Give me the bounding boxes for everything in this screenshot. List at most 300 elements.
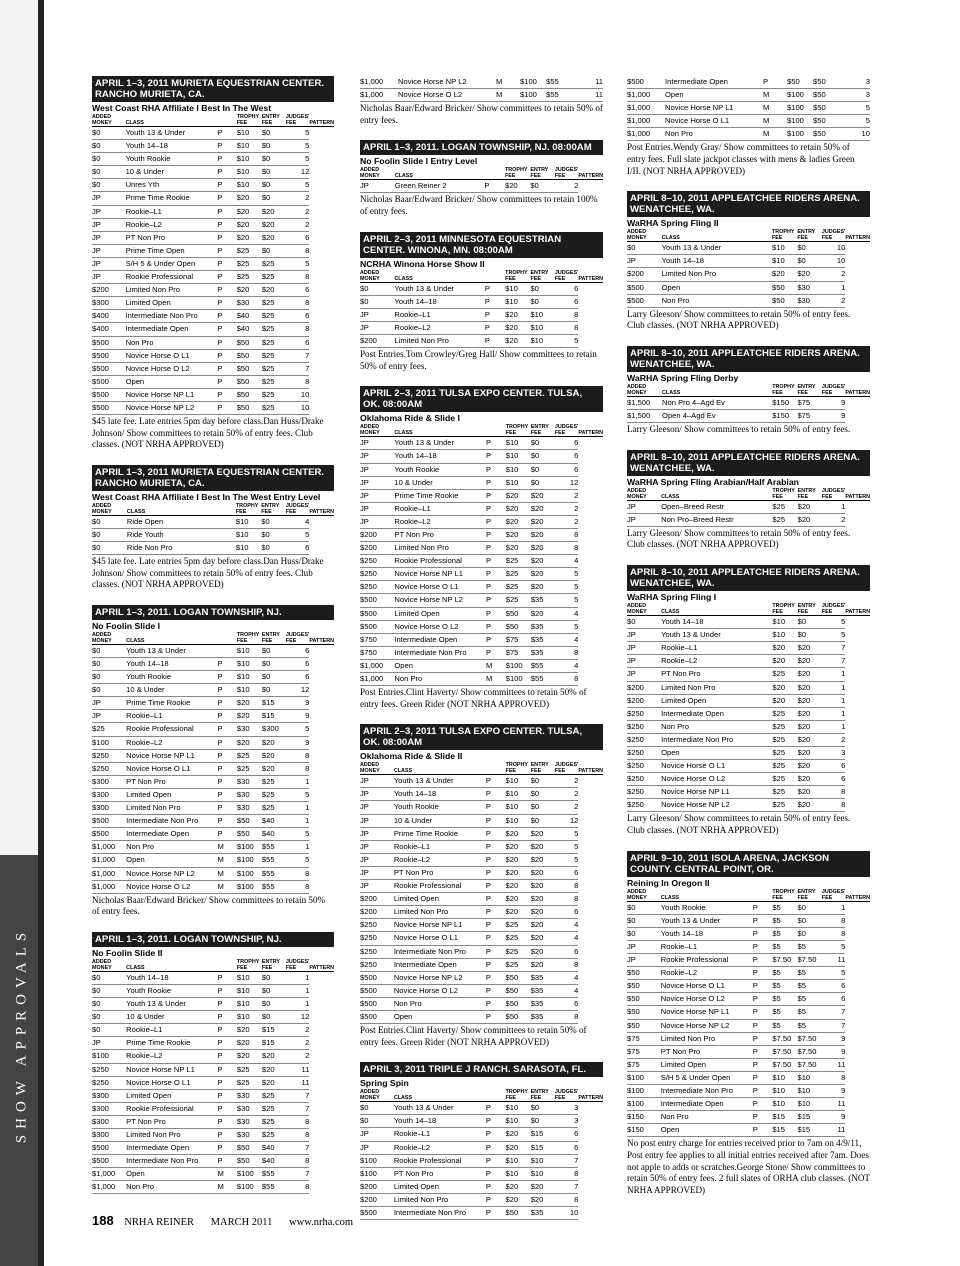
entry-fee: $20 (237, 697, 262, 710)
added-money: JP (627, 668, 661, 681)
pattern-type: P (486, 866, 506, 879)
class-name-cell: Intermediate Open (126, 828, 217, 841)
pattern-type: P (486, 984, 506, 997)
entry-fee: $25 (506, 945, 531, 958)
pattern-number: 5 (555, 827, 578, 840)
col-header-judges: JUDGES' FEE (554, 167, 579, 180)
table-row (627, 720, 870, 733)
col-header-trophy: TROPHY FEE (236, 503, 261, 516)
added-money: $400 (92, 310, 126, 323)
judges-fee: $20 (531, 932, 555, 945)
pattern-type: P (753, 1111, 773, 1124)
pattern-type: P (486, 542, 506, 555)
entry-fee: $20 (506, 906, 531, 919)
judges-fee: $0 (530, 295, 554, 308)
col-header-money: ADDED MONEY (360, 424, 394, 437)
class-name-cell: Prime Time Rookie (394, 489, 486, 502)
entry-fee: $50 (237, 349, 262, 362)
entry-fee: $25 (772, 720, 797, 733)
added-money: $1,000 (627, 115, 665, 128)
class-name-cell: Limited Open (126, 297, 218, 310)
pattern-type: P (486, 463, 506, 476)
pattern-type: P (486, 594, 506, 607)
table-row (627, 102, 870, 115)
table-row (92, 192, 334, 205)
pattern-type: M (763, 128, 787, 141)
class-name-cell: PT Non Pro (126, 231, 218, 244)
pattern-type: M (217, 880, 236, 893)
show-event (360, 232, 603, 373)
judges-fee: $25 (262, 788, 286, 801)
pattern-type: P (217, 1011, 236, 1024)
class-name-cell: Novice Horse O L2 (126, 362, 218, 375)
class-name-cell: Rookie–L1 (394, 840, 486, 853)
judges-fee: $0 (262, 984, 286, 997)
pattern-number: 5 (286, 179, 309, 192)
added-money: $250 (627, 747, 661, 760)
table-row (360, 1128, 603, 1141)
added-money: JP (627, 954, 661, 967)
pattern-type: P (485, 321, 505, 334)
class-name-cell: Intermediate Non Pro (126, 1155, 217, 1168)
class-name-cell: Novice Horse O L2 (398, 89, 496, 102)
magazine-name: NRHA REINER (124, 1217, 195, 1228)
class-name-cell: PT Non Pro (661, 1045, 753, 1058)
added-money: JP (360, 840, 394, 853)
pattern-number: 5 (555, 840, 578, 853)
pattern-number: 5 (822, 967, 845, 980)
entry-fee: $10 (506, 788, 531, 801)
column-1 (92, 76, 334, 1208)
judges-fee: $15 (262, 1037, 286, 1050)
entry-fee: $10 (772, 616, 797, 629)
entry-fee: $50 (772, 281, 797, 294)
added-money: JP (92, 205, 126, 218)
pattern-number: 6 (555, 1141, 578, 1154)
judges-fee: $300 (262, 723, 286, 736)
pattern-type (754, 747, 773, 760)
judges-fee: $50 (813, 89, 839, 102)
event-note: Nicholas Baar/Edward Bricker/ Show committees to retain 100% of entry fees. (360, 194, 598, 217)
class-name-cell: Rookie Professional (126, 1102, 217, 1115)
pattern-number: 6 (286, 310, 309, 323)
pattern-number: 7 (555, 1154, 578, 1167)
added-money: $1,000 (92, 1181, 126, 1194)
class-name-cell: Rookie–L1 (126, 205, 218, 218)
entry-fee: $10 (506, 476, 531, 489)
pattern-number: 4 (555, 555, 578, 568)
pattern-type: P (753, 1032, 773, 1045)
table-row (627, 642, 870, 655)
entry-fee: $25 (506, 932, 531, 945)
class-name-cell: Novice Horse NP L1 (394, 919, 486, 932)
judges-fee: $35 (531, 646, 555, 659)
event-title: APRIL 1–3, 2011. LOGAN TOWNSHIP, NJ. (92, 605, 334, 620)
entry-fee: $25 (237, 244, 262, 257)
class-name-cell: Limited Non Pro (662, 268, 753, 281)
added-money: $1,000 (360, 659, 394, 672)
added-money: $1,000 (92, 841, 126, 854)
pattern-number: 3 (555, 1102, 578, 1115)
entry-fee: $25 (772, 500, 797, 513)
pattern-type: P (486, 1167, 506, 1180)
event-title: APRIL 1–3, 2011 MURIETA EQUESTRIAN CENTER. RANCHO MURIETA, CA. (92, 465, 334, 491)
col-header-money: ADDED MONEY (92, 114, 126, 127)
pattern-number: 5 (822, 616, 845, 629)
entry-fee: $20 (772, 681, 797, 694)
sidebar (0, 0, 44, 1266)
entry-fee: $20 (505, 335, 530, 348)
judges-fee: $35 (531, 633, 555, 646)
pattern-type: P (486, 502, 506, 515)
col-header-trophy: TROPHY FEE (772, 229, 797, 242)
table-row (92, 515, 334, 528)
event-note: Post Entries.Clint Haverty/ Show committees to retain 50% of entry fees. Green Rider (NOT NRHA APPROVED) (360, 687, 587, 709)
added-money: $0 (627, 616, 661, 629)
entry-fee: $10 (772, 1084, 797, 1097)
class-name-cell: Youth 14–18 (394, 1115, 486, 1128)
class-name-cell: Intermediate Non Pro (126, 815, 217, 828)
table-row (92, 998, 334, 1011)
table-row (92, 375, 334, 388)
added-money: $200 (627, 694, 661, 707)
added-money: $250 (627, 760, 661, 773)
entry-fee: $50 (237, 375, 262, 388)
pattern-type: P (217, 127, 236, 140)
pattern-type: M (217, 841, 236, 854)
entry-fee: $10 (506, 775, 531, 788)
entry-fee: $10 (237, 1011, 262, 1024)
pattern-type: M (763, 115, 787, 128)
table-row (360, 814, 603, 827)
pattern-number: 10 (286, 388, 309, 401)
table-row (627, 616, 870, 629)
class-name-cell: Youth 13 & Under (394, 282, 484, 295)
table-row (92, 528, 334, 541)
added-money: $50 (627, 1019, 661, 1032)
table-row (92, 736, 334, 749)
entry-fee: $5 (772, 914, 797, 927)
added-money: JP (360, 775, 394, 788)
pattern-type (753, 396, 772, 409)
class-name-cell: Intermediate Open (661, 1098, 753, 1111)
pattern-type: P (217, 736, 236, 749)
pattern-type: P (485, 308, 505, 321)
class-name-cell: Rookie–L1 (661, 642, 753, 655)
pattern-number: 2 (555, 801, 578, 814)
pattern-type: P (217, 388, 236, 401)
table-row (92, 1024, 334, 1037)
entry-fee: $15 (772, 1111, 797, 1124)
table-row (627, 681, 870, 694)
added-money: $0 (92, 998, 126, 1011)
class-name-cell: Youth Rookie (661, 901, 753, 914)
entry-fee: $40 (237, 323, 262, 336)
col-header-blank (753, 889, 773, 902)
pattern-type: P (486, 853, 506, 866)
col-header-trophy: TROPHY FEE (772, 488, 797, 501)
col-header-class: CLASS (394, 1089, 486, 1102)
class-name-cell: Youth 14–18 (662, 255, 753, 268)
pattern-type: P (486, 997, 506, 1010)
judges-fee: $25 (262, 1115, 286, 1128)
entry-fee: $5 (772, 940, 797, 953)
class-name-cell: Limited Non Pro (394, 542, 486, 555)
entry-fee: $10 (236, 542, 261, 555)
class-name-cell: Youth 13 & Under (661, 914, 753, 927)
entry-fee: $10 (237, 658, 262, 671)
class-name-cell: Intermediate Open (126, 323, 218, 336)
show-event (92, 76, 334, 451)
entry-fee: $25 (237, 749, 262, 762)
pattern-type: P (753, 940, 773, 953)
pattern-number: 8 (286, 1115, 309, 1128)
table-row (92, 542, 334, 555)
added-money: $300 (92, 1129, 126, 1142)
class-name-cell: Novice Horse O L1 (665, 115, 763, 128)
pattern-number: 8 (286, 749, 309, 762)
entry-fee: $5 (772, 927, 797, 940)
event-note: Nicholas Baar/Edward Bricker/ Show committees to retain 50% of entry fees. (360, 103, 603, 125)
pattern-number: 8 (286, 762, 309, 775)
pattern-number: 7 (822, 642, 845, 655)
pattern-type: P (217, 710, 236, 723)
pattern-number: 7 (286, 349, 309, 362)
col-header-entry: ENTRY FEE (262, 959, 286, 972)
pattern-type: P (486, 568, 506, 581)
pattern-type: P (486, 840, 506, 853)
judges-fee: $0 (531, 476, 555, 489)
class-name-cell: Novice Horse O L2 (661, 773, 753, 786)
judges-fee: $20 (262, 1050, 286, 1063)
judges-fee: $10 (530, 308, 554, 321)
table-row (360, 866, 603, 879)
table-header (360, 762, 603, 775)
entry-fee: $25 (237, 271, 262, 284)
judges-fee: $55 (262, 1181, 286, 1194)
col-header-pattern: PATTERN (309, 959, 334, 972)
table-row (92, 1089, 334, 1102)
pattern-number: 8 (555, 542, 578, 555)
added-money: $250 (360, 958, 394, 971)
table-row (627, 242, 870, 255)
judges-fee: $55 (546, 89, 572, 102)
class-name-cell: Youth 14–18 (394, 788, 486, 801)
table-row (92, 1076, 334, 1089)
event-note: $45 late fee. Late entries 5pm day before class.Dan Huss/Drake Johnson/ Show committees to retain 50% of entry fees. Club classes. (NOT NRHA APPROVED) (92, 556, 324, 590)
added-money: JP (360, 801, 394, 814)
pattern-number: 9 (822, 410, 845, 423)
table-row (92, 388, 334, 401)
added-money: JP (360, 321, 394, 334)
col-header-entry: ENTRY FEE (531, 762, 555, 775)
pattern-type (754, 681, 773, 694)
class-name-cell: Non Pro (126, 336, 218, 349)
show-event (627, 450, 870, 551)
pattern-type: P (753, 1098, 773, 1111)
col-header-money: ADDED MONEY (627, 603, 661, 616)
class-name-cell: Novice Horse O L1 (661, 980, 753, 993)
pattern-number: 2 (286, 1050, 309, 1063)
entry-fee: $20 (506, 1193, 531, 1206)
judges-fee: $20 (262, 231, 286, 244)
added-money: $25 (92, 723, 126, 736)
class-name-cell: Open (661, 1124, 753, 1137)
table-row (92, 401, 334, 414)
added-money: $500 (360, 984, 394, 997)
entry-fee: $25 (772, 760, 797, 773)
table-row (627, 914, 870, 927)
class-name-cell: Novice Horse O L2 (394, 984, 486, 997)
pattern-type: P (486, 932, 506, 945)
table-row (627, 76, 870, 89)
added-money: $100 (627, 1084, 661, 1097)
class-name-cell: Intermediate Open (126, 1142, 217, 1155)
col-header-trophy: TROPHY FEE (237, 114, 262, 127)
entry-fee: $25 (772, 799, 797, 812)
entry-fee: $20 (505, 308, 530, 321)
pattern-number: 1 (286, 998, 309, 1011)
class-name-cell: Novice Horse NP L2 (394, 594, 486, 607)
entry-fee: $10 (236, 515, 261, 528)
class-name-cell: Rookie–L2 (394, 1141, 486, 1154)
col-header-blank (485, 270, 505, 283)
pattern-type: P (753, 927, 773, 940)
pattern-number: 8 (555, 308, 578, 321)
class-name-cell: Open 4–Agd Ev (662, 410, 753, 423)
pattern-type: P (486, 906, 506, 919)
added-money: JP (360, 853, 394, 866)
event-title: APRIL 8–10, 2011 APPLEATCHEE RIDERS ARENA. WENATCHEE, WA. (627, 346, 870, 372)
pattern-type: P (486, 620, 506, 633)
pattern-type: P (753, 1124, 773, 1137)
class-name: WaRHA Spring Fling I (627, 592, 717, 603)
table-row (360, 971, 603, 984)
col-header-judges: JUDGES' FEE (821, 888, 846, 901)
pattern-type: P (486, 971, 506, 984)
col-header-class: CLASS (662, 229, 753, 242)
judges-fee: $10 (797, 1084, 821, 1097)
added-money: $750 (360, 646, 394, 659)
pattern-number: 3 (822, 747, 845, 760)
judges-fee: $20 (798, 668, 822, 681)
pattern-type: P (217, 349, 236, 362)
entry-fee: $10 (506, 1167, 531, 1180)
judges-fee: $0 (530, 282, 554, 295)
entry-fee: $7.50 (772, 954, 797, 967)
added-money: JP (360, 489, 394, 502)
table-header (92, 503, 334, 516)
table-row (92, 231, 334, 244)
class-name-cell: Intermediate Open (394, 958, 486, 971)
pattern-type: P (486, 555, 506, 568)
pattern-number: 8 (286, 297, 309, 310)
table-row (360, 945, 603, 958)
col-header-blank (752, 229, 772, 242)
class-name-cell: Prime Time Rookie (394, 827, 486, 840)
class-name-cell: PT Non Pro (394, 528, 486, 541)
show-event (360, 76, 603, 126)
judges-fee: $20 (531, 607, 555, 620)
entry-fee: $10 (237, 166, 262, 179)
judges-fee: $0 (531, 463, 555, 476)
table-row (627, 268, 870, 281)
judges-fee: $7.50 (797, 1058, 821, 1071)
pattern-type: P (217, 697, 236, 710)
pattern-type: P (486, 581, 506, 594)
judges-fee: $7.50 (797, 1045, 821, 1058)
pattern-type: P (486, 827, 506, 840)
judges-fee: $20 (531, 958, 555, 971)
pattern-type: P (485, 295, 505, 308)
pattern-number: 11 (822, 1058, 845, 1071)
entry-fee: $10 (505, 282, 530, 295)
class-name-cell: Limited Non Pro (394, 1193, 486, 1206)
added-money: JP (92, 257, 126, 270)
entry-fee: $25 (772, 513, 797, 526)
entry-fee: $25 (237, 257, 262, 270)
class-name-cell: Non Pro (665, 128, 763, 141)
event-note: Larry Gleeson/ Show committees to retain 50% of entry fees. Club classes. (NOT NRHA APPROVED) (627, 527, 851, 550)
judges-fee: $25 (262, 775, 286, 788)
show-event (627, 851, 870, 1197)
event-title: APRIL 1–3, 2011. LOGAN TOWNSHIP, NJ. (92, 932, 334, 947)
judges-fee: $25 (262, 1129, 286, 1142)
judges-fee: $40 (262, 1142, 286, 1155)
event-title: APRIL 2–3, 2011 MINNESOTA EQUESTRIAN CENTER. WINONA, MN. 08:00AM (360, 232, 603, 258)
pattern-type: P (217, 658, 236, 671)
pattern-number: 7 (286, 362, 309, 375)
class-name-cell: Novice Horse NP L1 (126, 749, 217, 762)
table-row (627, 1098, 870, 1111)
table-row (360, 775, 603, 788)
pattern-type: P (753, 1058, 773, 1071)
added-money: $500 (360, 594, 394, 607)
judges-fee: $0 (797, 901, 821, 914)
col-header-pattern: PATTERN (845, 229, 870, 242)
added-money: $100 (627, 1071, 661, 1084)
event-note: Larry Gleeson/ Show committees to retain 50% of entry fees. Club classes. (NOT NRHA APPROVED) (627, 813, 851, 836)
class-name-cell: Novice Horse O L1 (126, 349, 218, 362)
added-money: $150 (627, 1111, 661, 1124)
pattern-number: 1 (286, 775, 309, 788)
entry-fee: $5 (772, 993, 797, 1006)
entry-fee: $20 (237, 205, 262, 218)
pattern-number: 4 (555, 607, 578, 620)
pattern-type: P (217, 828, 236, 841)
added-money: $0 (92, 971, 126, 984)
col-header-class: CLASS (661, 889, 753, 902)
table-header (627, 384, 870, 397)
col-header-blank (754, 488, 773, 501)
judges-fee: $20 (531, 853, 555, 866)
judges-fee: $15 (797, 1124, 821, 1137)
added-money: $500 (627, 294, 662, 307)
class-name: WaRHA Spring Fling Derby (627, 372, 739, 383)
table-row (92, 1168, 334, 1181)
table-row (92, 762, 334, 775)
added-money: $250 (360, 919, 394, 932)
pattern-type: P (486, 801, 506, 814)
class-name-cell: Novice Horse NP L1 (126, 1063, 217, 1076)
pattern-type: P (486, 919, 506, 932)
class-name-cell: Limited Non Pro (394, 335, 484, 348)
entry-fee: $25 (772, 747, 797, 760)
pattern-type (754, 668, 773, 681)
pattern-number: 6 (286, 231, 309, 244)
pattern-type: M (496, 89, 520, 102)
table-row (92, 723, 334, 736)
